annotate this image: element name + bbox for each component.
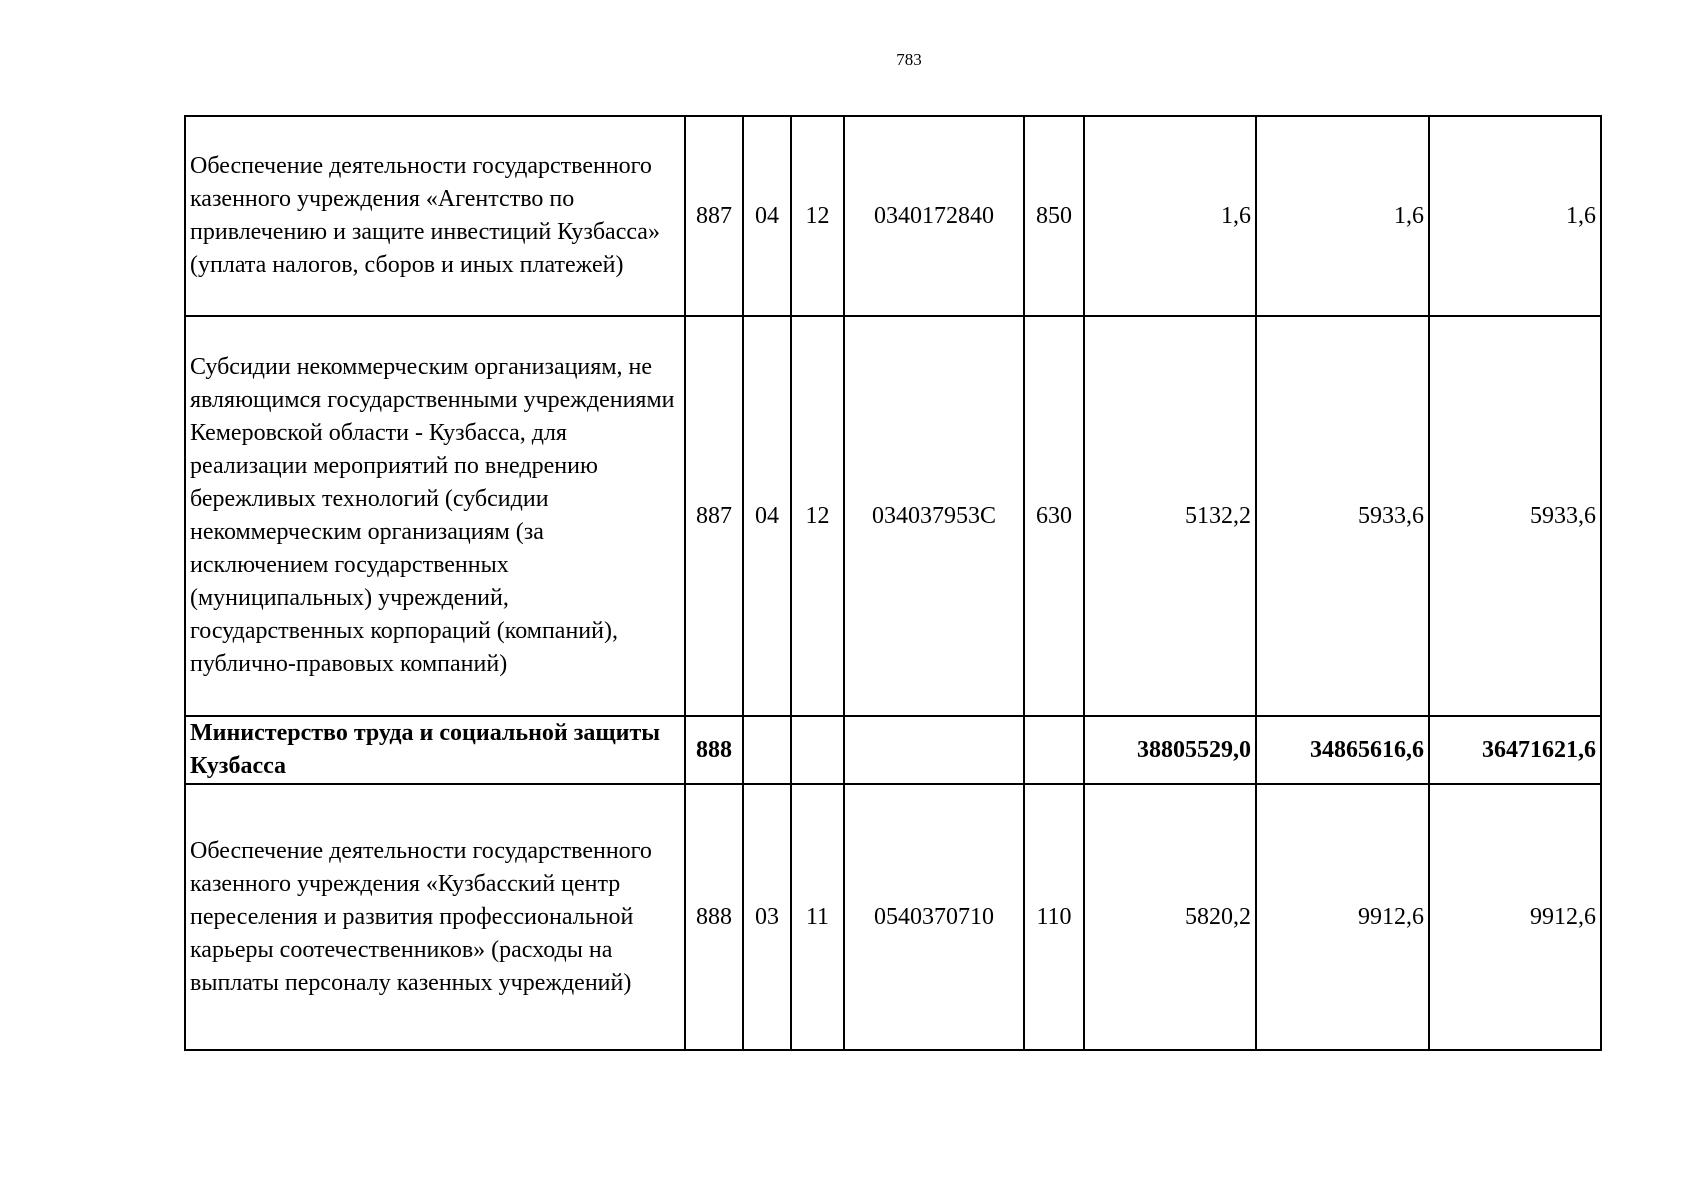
ministry-code-cell: 888 (685, 784, 743, 1050)
amount-year-2-cell: 1,6 (1256, 116, 1429, 316)
ministry-code-cell: 887 (685, 316, 743, 716)
section-code-cell: 04 (743, 116, 791, 316)
expense-type-cell (1024, 716, 1084, 784)
table-row-ministry-total (185, 716, 1601, 784)
amount-year-2-cell: 9912,6 (1256, 784, 1429, 1050)
row-description: Министерство труда и социальной защиты Кузбасса (185, 716, 685, 784)
ministry-code-cell: 887 (685, 116, 743, 316)
target-article-cell: 034037953C (844, 316, 1024, 716)
row-description: Обеспечение деятельности государственного казенного учреждения «Кузбасский центр переселения и развития профессиональной карьеры соотечественников» (расходы на выплаты персоналу казенных учреждений) (185, 784, 685, 1050)
amount-year-2-cell: 5933,6 (1256, 316, 1429, 716)
table-row (185, 116, 1601, 316)
amount-year-1-cell: 5132,2 (1084, 316, 1256, 716)
expense-type-cell: 850 (1024, 116, 1084, 316)
row-description: Субсидии некоммерческим организациям, не являющимся государственными учреждениями Кемеровской области - Кузбасса, для реализации мероприятий по внедрению бережливых технологий (субсидии некоммерческим организациям (за исключением государственных (муниципальных) учреждений, государственных корпораций (компаний), публично-правовых компаний) (185, 316, 685, 716)
subsection-code-cell: 11 (791, 784, 844, 1050)
amount-year-3-cell: 5933,6 (1429, 316, 1601, 716)
section-code-cell (743, 716, 791, 784)
section-code-cell: 04 (743, 316, 791, 716)
amount-year-3-cell: 9912,6 (1429, 784, 1601, 1050)
subsection-code-cell: 12 (791, 316, 844, 716)
section-code-cell: 03 (743, 784, 791, 1050)
amount-year-2-cell: 34865616,6 (1256, 716, 1429, 784)
target-article-cell (844, 716, 1024, 784)
target-article-cell: 0340172840 (844, 116, 1024, 316)
budget-table (184, 115, 1602, 1051)
table-row (185, 784, 1601, 1050)
amount-year-1-cell: 38805529,0 (1084, 716, 1256, 784)
amount-year-3-cell: 36471621,6 (1429, 716, 1601, 784)
amount-year-1-cell: 1,6 (1084, 116, 1256, 316)
table-row (185, 316, 1601, 716)
target-article-cell: 0540370710 (844, 784, 1024, 1050)
row-description: Обеспечение деятельности государственного казенного учреждения «Агентство по привлечению и защите инвестиций Кузбасса» (уплата налогов, сборов и иных платежей) (185, 116, 685, 316)
subsection-code-cell: 12 (791, 116, 844, 316)
expense-type-cell: 110 (1024, 784, 1084, 1050)
ministry-code-cell: 888 (685, 716, 743, 784)
page-number: 783 (896, 50, 922, 69)
subsection-code-cell (791, 716, 844, 784)
amount-year-3-cell: 1,6 (1429, 116, 1601, 316)
amount-year-1-cell: 5820,2 (1084, 784, 1256, 1050)
expense-type-cell: 630 (1024, 316, 1084, 716)
